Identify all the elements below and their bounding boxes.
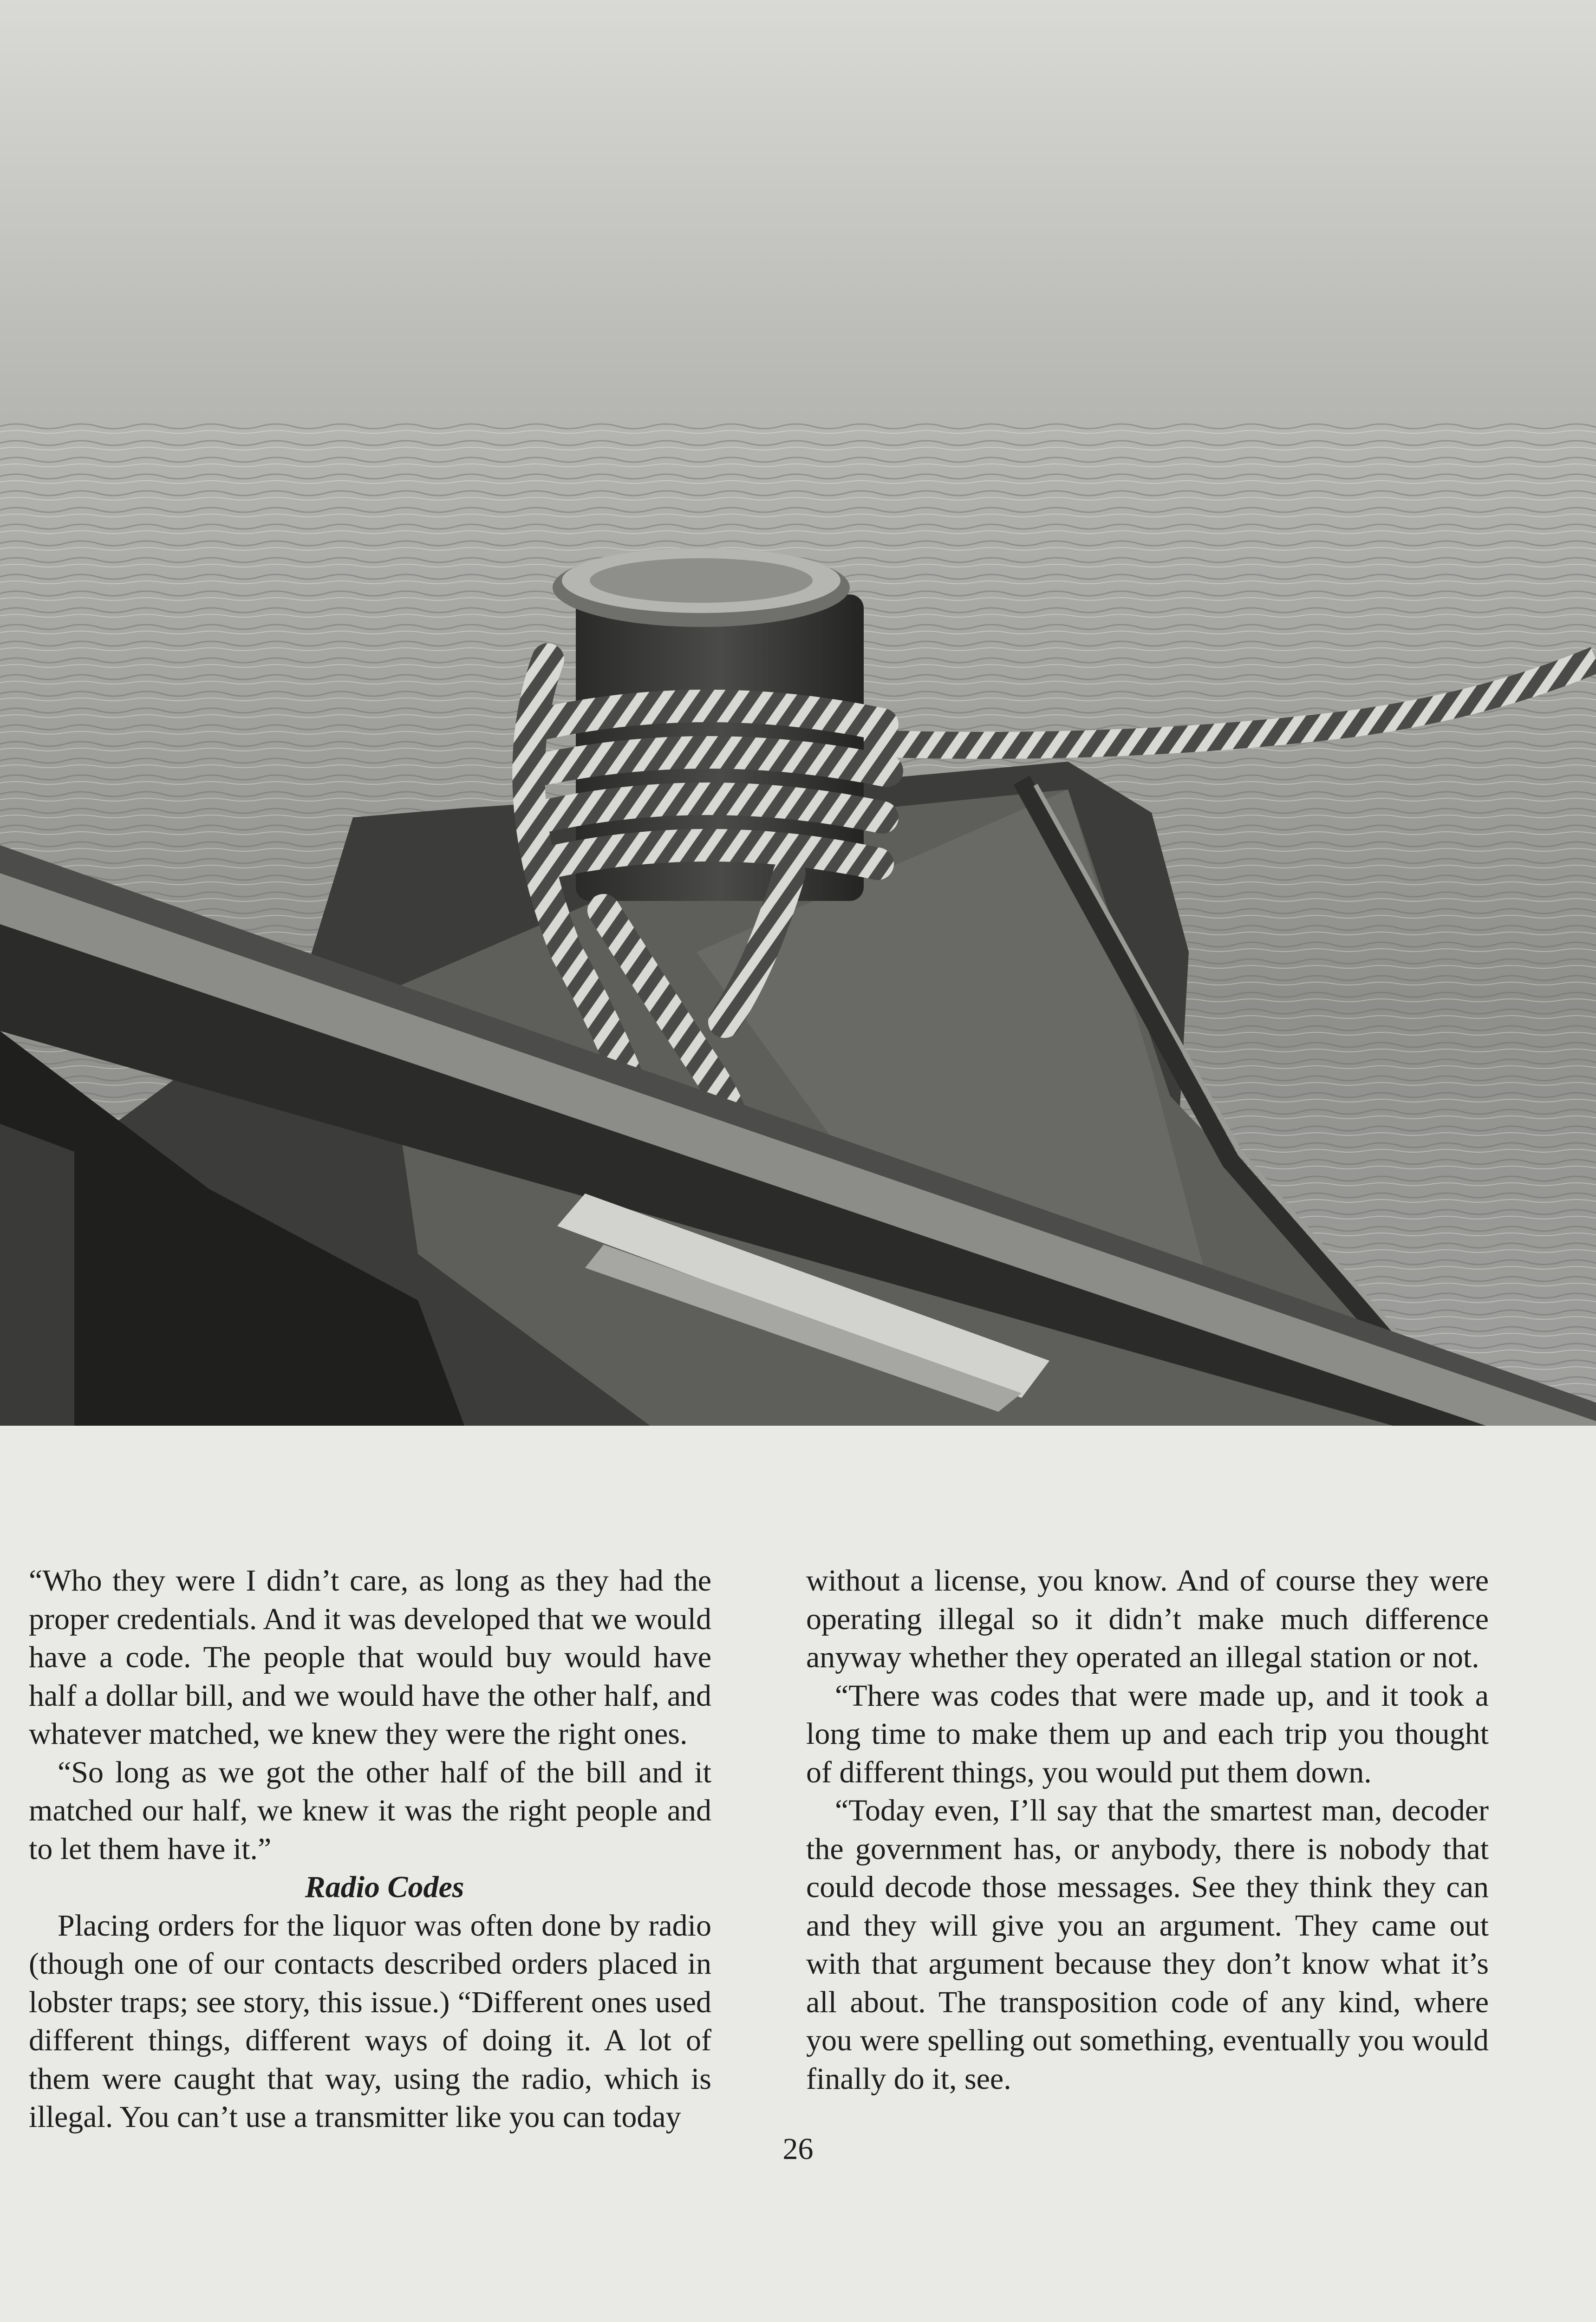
page-number: 26 <box>782 2132 814 2166</box>
paragraph: “There was codes that were made up, and it took a long time to make them up and each trip you thought of different things, you would put them down. <box>806 1678 1489 1789</box>
section-subhead: Radio Codes <box>305 1870 464 1904</box>
paragraph: “Today even, I’ll say that the smartest man, decoder the government has, or anybody, there is nobody that could decode those messages. See they think they can and they will give you an argument. They came out with that argument because they don’t know what it’s all about. The transposition code of any kind, where you were spelling out something, eventually you would finally do it, see. <box>806 1794 1489 2096</box>
paragraph: Placing orders for the liquor was often done by radio (though one of our contacts described orders placed in lobster traps; see story, this issue.) “Different ones used different things, different ways of doing it. A lot of them were caught that way, using the radio, which is illegal. You can’t use a transmitter like you can today <box>29 1908 711 2134</box>
left-text-column <box>29 1562 711 2137</box>
right-text-column <box>806 1562 1489 2098</box>
paragraph: “So long as we got the other half of the bill and it matched our half, we knew it was the right people and to let them have it.” <box>29 1755 711 1866</box>
paragraph: “Who they were I didn’t care, as long as they had the proper credentials. And it was developed that we would have a code. The people that would buy would have half a dollar bill, and we would have the other half, and whatever matched, we knew they were the right ones. <box>29 1564 711 1751</box>
paragraph: without a license, you know. And of course they were operating illegal so it didn’t make much difference anyway whether they operated an illegal station or not. <box>806 1564 1489 1674</box>
